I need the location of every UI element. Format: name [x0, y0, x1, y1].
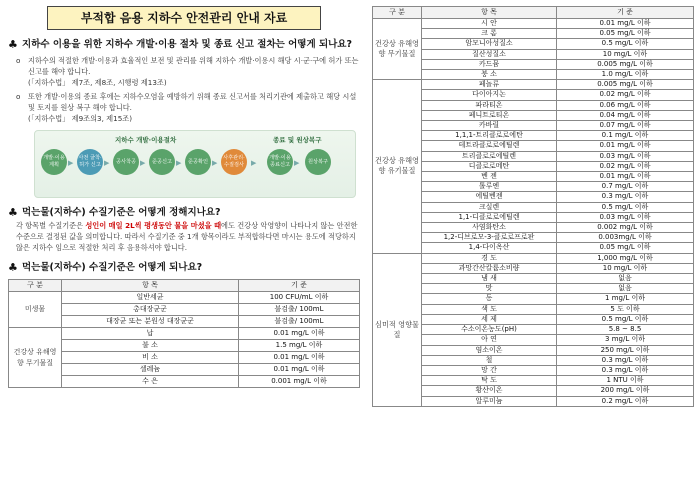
standard-cell: 0.03 mg/L 이하	[557, 151, 694, 161]
item-cell: 비 소	[62, 352, 239, 364]
item-cell: 카드뮴	[422, 59, 557, 69]
item-cell: 벤 젠	[422, 172, 557, 182]
item-cell: 셀레늄	[62, 364, 239, 376]
standard-cell: 0.001 mg/L 이하	[239, 376, 360, 388]
flow-step: 사후관리·수질검사	[221, 149, 247, 175]
standard-cell: 없음	[557, 284, 694, 294]
item-cell: 과망간산칼륨소비량	[422, 263, 557, 273]
item-cell: 황산이온	[422, 386, 557, 396]
page-title: 부적합 음용 지하수 안전관리 안내 자료	[47, 6, 321, 30]
table-row	[373, 365, 694, 375]
item-cell: 납	[62, 328, 239, 340]
standard-cell: 0.04 mg/L 이하	[557, 110, 694, 120]
table-row	[373, 19, 694, 29]
item-cell: 붕 소	[422, 70, 557, 80]
table-row	[373, 141, 694, 151]
table-row	[373, 90, 694, 100]
table-row	[9, 304, 360, 316]
item-cell: 경 도	[422, 253, 557, 263]
item-cell: 수소이온농도(pH)	[422, 325, 557, 335]
table-row	[373, 161, 694, 171]
right-column	[372, 6, 694, 482]
section1-item2: o 또한 개발·이용의 종료 후에는 지하수오염을 예방하기 위해 종료 신고서를 처리기관에 제출하고 해당 시설 및 토지를 원상 복구 해야 합니다.	[8, 91, 360, 113]
header-group: 구 분	[373, 7, 422, 19]
item-cell: 에틸벤젠	[422, 192, 557, 202]
standard-cell: 0.05 mg/L 이하	[557, 243, 694, 253]
table-row	[373, 345, 694, 355]
table-row	[373, 212, 694, 222]
standard-cell: 0.02 mg/L 이하	[557, 161, 694, 171]
item-cell: 수 은	[62, 376, 239, 388]
standard-cell: 1 NTU 이하	[557, 376, 694, 386]
flow-step: 개발·이용 종료신고	[267, 149, 293, 175]
item-cell: 파라티온	[422, 100, 557, 110]
table-row	[373, 172, 694, 182]
item-cell: 시 안	[422, 19, 557, 29]
table-header-row	[9, 280, 360, 292]
table-row	[373, 182, 694, 192]
standard-cell: 0.01 mg/L 이하	[557, 172, 694, 182]
highlight-text: 성인이 매일 2L씩 평생동안 물을 마셨을 때	[85, 221, 222, 230]
section1-heading: ♣ 지하수 이용을 위한 지하수 개발·이용 절차 및 종료 신고 절차는 어떻게 되나요?	[8, 38, 352, 51]
standard-cell: 0.05 mg/L 이하	[557, 29, 694, 39]
standard-cell: 0.5 mg/L 이하	[557, 202, 694, 212]
arrow-right-icon: ▶	[104, 159, 110, 167]
left-table-body	[9, 292, 360, 388]
item-cell: 대장균 또는 분원성 대장균군	[62, 316, 239, 328]
standard-cell: 0.03 mg/L 이하	[557, 212, 694, 222]
standard-cell: 0.1 mg/L 이하	[557, 131, 694, 141]
item-cell: 1,1,1-트리클로로에탄	[422, 131, 557, 141]
table-row	[9, 340, 360, 352]
standard-cell: 0.3 mg/L 이하	[557, 355, 694, 365]
standard-cell: 0.02 mg/L 이하	[557, 90, 694, 100]
arrow-right-icon: ▶	[176, 159, 182, 167]
standard-cell: 0.01 mg/L 이하	[239, 328, 360, 340]
table-row	[373, 80, 694, 90]
item-cell: 크실렌	[422, 202, 557, 212]
standard-cell: 3 mg/L 이하	[557, 335, 694, 345]
item-cell: 사염화탄소	[422, 223, 557, 233]
club-bullet-icon: ♣	[8, 206, 18, 219]
table-row	[373, 121, 694, 131]
table-row	[9, 316, 360, 328]
circle-bullet-icon: o	[16, 56, 21, 65]
standard-cell: 0.005 mg/L 이하	[557, 80, 694, 90]
arrow-right-icon: ▶	[251, 159, 257, 167]
flow-step: 준공신고	[149, 149, 175, 175]
standard-cell: 0.5 mg/L 이하	[557, 314, 694, 324]
table-row	[373, 29, 694, 39]
section1-item1-ref: (「지하수법」 제7조, 제8조, 시행령 제13조)	[28, 78, 167, 87]
standard-cell: 1 mg/L 이하	[557, 294, 694, 304]
item-cell: 동	[422, 294, 557, 304]
table-row	[373, 263, 694, 273]
header-group: 구 분	[9, 280, 62, 292]
header-item: 항 목	[62, 280, 239, 292]
table-row	[373, 192, 694, 202]
standard-cell: 없음	[557, 274, 694, 284]
item-cell: 일반세균	[62, 292, 239, 304]
table-row	[373, 325, 694, 335]
left-standards-table	[8, 279, 360, 388]
header-standard: 기 준	[557, 7, 694, 19]
table-row	[373, 49, 694, 59]
item-cell: 트리클로로에틸렌	[422, 151, 557, 161]
table-row	[373, 335, 694, 345]
table-row	[373, 294, 694, 304]
standard-cell: 5.8 ~ 8.5	[557, 325, 694, 335]
arrow-right-icon: ▶	[140, 159, 146, 167]
item-cell: 페니트로티온	[422, 110, 557, 120]
item-cell: 질산성질소	[422, 49, 557, 59]
table-row	[373, 253, 694, 263]
flow-step: 사전 굴착·허가 신고	[77, 149, 103, 175]
flow-label-main: 지하수 개발·이용절차	[115, 136, 177, 144]
flow-step: 준공확인	[185, 149, 211, 175]
table-row	[373, 39, 694, 49]
item-cell: 총대장균군	[62, 304, 239, 316]
table-row	[373, 243, 694, 253]
left-column	[8, 6, 360, 482]
standard-cell: 0.2 mg/L 이하	[557, 396, 694, 406]
circle-bullet-icon: o	[16, 92, 21, 101]
table-row	[373, 223, 694, 233]
club-bullet-icon: ♣	[8, 261, 18, 274]
standard-cell: 0.003mg/L 이하	[557, 233, 694, 243]
item-cell: 알루미늄	[422, 396, 557, 406]
item-cell: 페놀류	[422, 80, 557, 90]
table-row	[373, 110, 694, 120]
standard-cell: 불검출/ 100mL	[239, 316, 360, 328]
section3-heading: ♣ 먹는물(지하수) 수질기준은 어떻게 되나요?	[8, 261, 203, 274]
standard-cell: 0.06 mg/L 이하	[557, 100, 694, 110]
section2-text: 각 항목별 수질기준은 성인이 매일 2L씩 평생동안 물을 마셨을 때에도 건강상 악영향이 나타나지 않는 안전한 수준으로 결정된 값을 의미합니다. 따라서 수질기준 중 1개 항목이라도 부적합하다면 마시는 용도에 적당하지 않은 지하수 임으로 적절한 처리 후 음용하셔야 합니다.	[16, 221, 358, 252]
procedure-flow-diagram	[34, 130, 356, 198]
item-cell: 톨루엔	[422, 182, 557, 192]
club-bullet-icon: ♣	[8, 38, 18, 51]
standard-cell: 0.5 mg/L 이하	[557, 39, 694, 49]
item-cell: 아 연	[422, 335, 557, 345]
standard-cell: 0.3 mg/L 이하	[557, 365, 694, 375]
table-row	[373, 386, 694, 396]
item-cell: 철	[422, 355, 557, 365]
table-row	[373, 131, 694, 141]
item-cell: 테트라클로로에틸렌	[422, 141, 557, 151]
header-item: 항 목	[422, 7, 557, 19]
item-cell: 1,1-디클로로에틸렌	[422, 212, 557, 222]
standard-cell: 0.01 mg/L 이하	[557, 19, 694, 29]
table-row	[9, 352, 360, 364]
table-row	[373, 233, 694, 243]
table-row	[373, 100, 694, 110]
item-cell: 1,4-다이옥산	[422, 243, 557, 253]
group-cell: 건강상 유해영향 유기물질	[373, 80, 422, 253]
standard-cell: 10 mg/L 이하	[557, 49, 694, 59]
arrow-right-icon: ▶	[294, 159, 300, 167]
flow-label-end: 종료 및 원상복구	[273, 136, 322, 144]
standard-cell: 200 mg/L 이하	[557, 386, 694, 396]
right-standards-table	[372, 6, 694, 407]
standard-cell: 0.005 mg/L 이하	[557, 59, 694, 69]
item-cell: 냄 새	[422, 274, 557, 284]
table-row	[9, 376, 360, 388]
table-row	[373, 151, 694, 161]
flow-step: 개발·이용계획	[41, 149, 67, 175]
right-table-body	[373, 19, 694, 407]
table-row	[373, 70, 694, 80]
flow-step: 공사착공	[113, 149, 139, 175]
table-row	[9, 364, 360, 376]
arrow-right-icon: ▶	[212, 159, 218, 167]
item-cell: 염소이온	[422, 345, 557, 355]
item-cell: 카바릴	[422, 121, 557, 131]
item-cell: 색 도	[422, 304, 557, 314]
standard-cell: 250 mg/L 이하	[557, 345, 694, 355]
group-cell: 미생물	[9, 292, 62, 328]
standard-cell: 5 도 이하	[557, 304, 694, 314]
standard-cell: 0.07 mg/L 이하	[557, 121, 694, 131]
item-cell: 크 롬	[422, 29, 557, 39]
section1-item1: o 지하수의 적절한 개발·이용과 효율적인 보전 및 관리를 위해 지하수 개발·이용시 해당 시·군·구에 허가 또는 신고를 해야 합니다.	[8, 55, 360, 77]
table-row	[9, 328, 360, 340]
table-row	[373, 376, 694, 386]
item-cell: 맛	[422, 284, 557, 294]
standard-cell: 0.002 mg/L 이하	[557, 223, 694, 233]
table-row	[373, 304, 694, 314]
group-cell: 심미적 영향물질	[373, 253, 422, 406]
item-cell: 망 간	[422, 365, 557, 375]
item-cell: 탁 도	[422, 376, 557, 386]
standard-cell: 1,000 mg/L 이하	[557, 253, 694, 263]
table-row	[373, 59, 694, 69]
standard-cell: 불검출/ 100mL	[239, 304, 360, 316]
standard-cell: 0.3 mg/L 이하	[557, 192, 694, 202]
item-cell: 암모니아성질소	[422, 39, 557, 49]
group-cell: 건강상 유해영향 무기물질	[373, 19, 422, 80]
standard-cell: 0.7 mg/L 이하	[557, 182, 694, 192]
standard-cell: 0.01 mg/L 이하	[557, 141, 694, 151]
table-row	[373, 396, 694, 406]
arrow-right-icon: ▶	[68, 159, 74, 167]
standard-cell: 0.01 mg/L 이하	[239, 364, 360, 376]
section2-heading: ♣ 먹는물(지하수) 수질기준은 어떻게 정해지나요?	[8, 206, 221, 219]
item-cell: 1,2-디브로모-3-클로로프로판	[422, 233, 557, 243]
standard-cell: 1.0 mg/L 이하	[557, 70, 694, 80]
table-header-row	[373, 7, 694, 19]
standard-cell: 1.5 mg/L 이하	[239, 340, 360, 352]
standard-cell: 10 mg/L 이하	[557, 263, 694, 273]
table-row	[373, 274, 694, 284]
table-row	[373, 355, 694, 365]
standard-cell: 0.01 mg/L 이하	[239, 352, 360, 364]
item-cell: 불 소	[62, 340, 239, 352]
table-row	[9, 292, 360, 304]
section1-item2-ref: (「지하수법」 제9조의3, 제15조)	[28, 114, 133, 123]
header-standard: 기 준	[239, 280, 360, 292]
item-cell: 다이아지논	[422, 90, 557, 100]
item-cell: 디클로로메탄	[422, 161, 557, 171]
table-row	[373, 314, 694, 324]
group-cell: 건강상 유해영향 무기물질	[9, 328, 62, 388]
flow-step: 원상복구	[305, 149, 331, 175]
table-row	[373, 202, 694, 212]
item-cell: 세 제	[422, 314, 557, 324]
table-row	[373, 284, 694, 294]
standard-cell: 100 CFU/mL 이하	[239, 292, 360, 304]
